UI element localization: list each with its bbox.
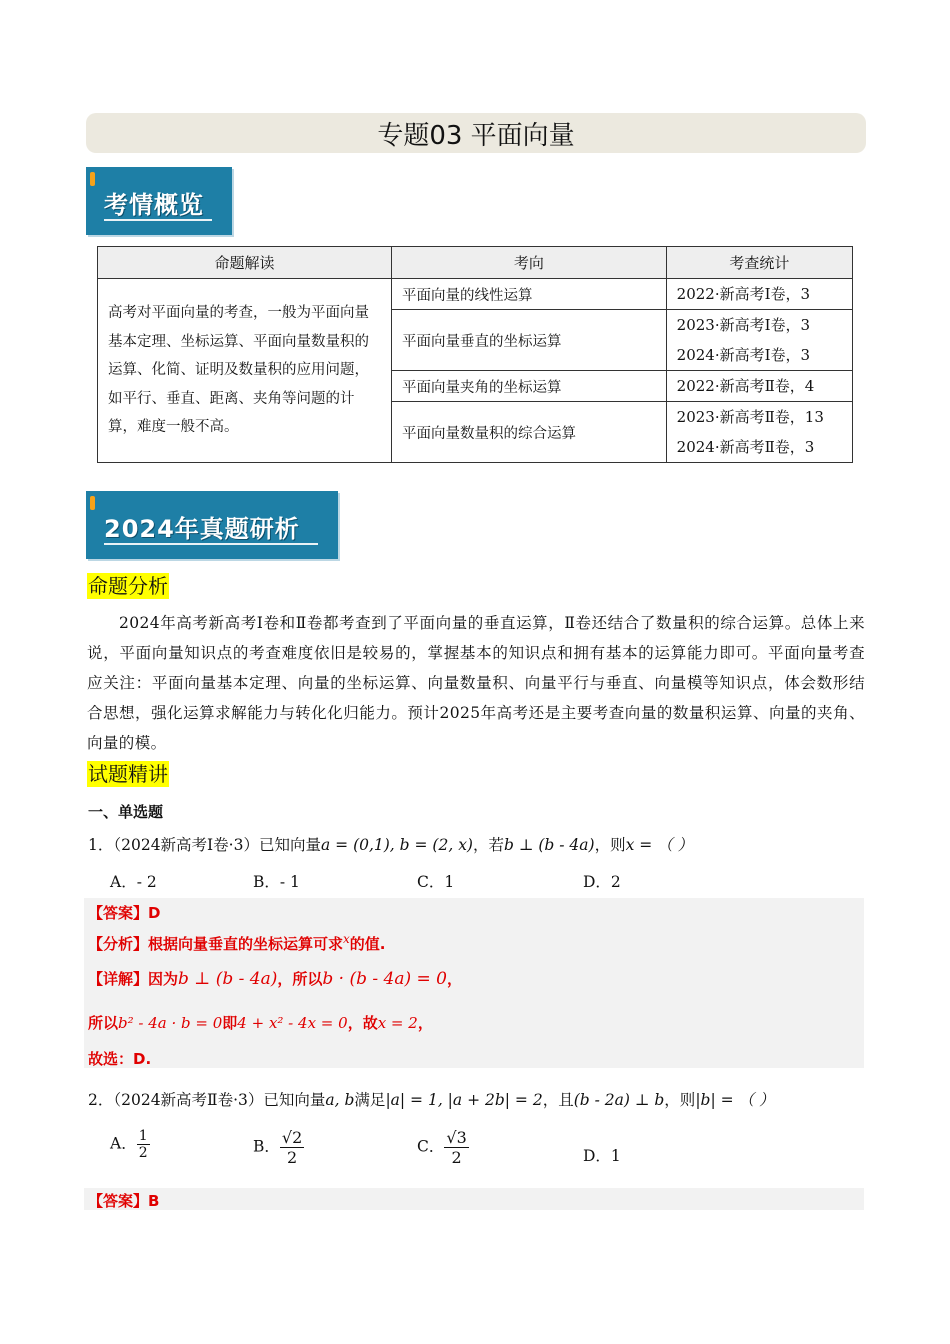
- banner-underline: [104, 543, 318, 545]
- option-d: D．1: [583, 1147, 621, 1165]
- fraction: [137, 1128, 150, 1161]
- question-text: ，则: [594, 836, 626, 854]
- direction-cell: 平面向量夹角的坐标运算: [392, 371, 667, 402]
- so-math: x = 2: [377, 1014, 418, 1032]
- page-title: 专题03 平面向量: [86, 113, 866, 153]
- overview-table: [97, 246, 853, 463]
- denominator: 2: [451, 1148, 462, 1167]
- numerator: √3: [446, 1128, 467, 1147]
- detail-math: b · (b - 4a) = 0: [322, 969, 447, 989]
- answer-box-2: [84, 1188, 864, 1210]
- so-text: ，故: [347, 1014, 378, 1032]
- question-text: ，若: [472, 836, 504, 854]
- option-a: [110, 1128, 150, 1161]
- table-header: 考查统计: [666, 247, 852, 279]
- stat-cell: 2024·新高考Ⅰ卷，3: [666, 340, 852, 371]
- question-text: ，则: [664, 1091, 696, 1109]
- question-text: 满足: [354, 1091, 386, 1109]
- option-d: D．2: [583, 873, 621, 891]
- fraction: [444, 1128, 468, 1167]
- denominator: 2: [138, 1145, 148, 1161]
- analysis-heading: 命题分析: [88, 574, 168, 598]
- detail-text: ，: [446, 970, 462, 988]
- fraction: [280, 1128, 304, 1167]
- section-heading: 一、单选题: [88, 803, 164, 821]
- stat-cell: 2024·新高考Ⅱ卷，3: [666, 432, 852, 463]
- question-text: ，且: [542, 1091, 574, 1109]
- answer-box-1: [84, 898, 864, 1068]
- analysis-text: 【分析】根据向量垂直的坐标运算可求: [88, 935, 344, 953]
- so-text: ，: [417, 1014, 433, 1032]
- option-label: A．: [110, 1134, 137, 1153]
- analysis-math: x: [343, 932, 350, 946]
- table-header-row: [98, 247, 853, 279]
- answer-line: 【答案】D: [88, 904, 161, 922]
- lecture-heading: 试题精讲: [88, 762, 168, 786]
- detail-math: b ⊥ (b - 4a): [178, 969, 278, 989]
- question-prefix: 2．（2024新高考Ⅱ卷·3）已知向量: [88, 1091, 326, 1109]
- question-math: |b| = （ ）: [695, 1091, 775, 1109]
- option-label: B．: [253, 1137, 280, 1156]
- detail-text: 【详解】因为: [88, 970, 179, 988]
- question-math: (b - 2a) ⊥ b: [573, 1091, 665, 1109]
- detail-text: ，所以: [277, 970, 323, 988]
- detail-line: [88, 968, 462, 989]
- direction-cell: 平面向量的线性运算: [392, 279, 667, 310]
- banner-label: 考情概览: [104, 191, 204, 219]
- so-line: [88, 1012, 433, 1033]
- banner-underline: [104, 219, 212, 221]
- question-math: |a| = 1, |a + 2b| = 2: [385, 1091, 543, 1109]
- analysis-text: 的值.: [349, 935, 386, 953]
- interpretation-cell: 高考对平面向量的考查，一般为平面向量基本定理、坐标运算、平面向量数量积的运算、化简、证明及数量积的应用问题，如平行、垂直、距离、夹角等问题的计算，难度一般不高。: [98, 279, 392, 463]
- question-math: a = (0,1), b = (2, x): [320, 836, 473, 854]
- choose-line: 故选：D.: [88, 1050, 152, 1068]
- direction-cell: 平面向量数量积的综合运算: [392, 402, 667, 463]
- question-2: [88, 1088, 774, 1110]
- numerator: √2: [281, 1128, 303, 1147]
- banner-tab-icon: [90, 172, 95, 186]
- section-banner-overview: [86, 167, 232, 235]
- option-label: C．: [417, 1137, 445, 1156]
- option-c: [417, 1128, 469, 1167]
- option-a: A．- 2: [110, 873, 157, 891]
- stat-cell: 2022·新高考Ⅱ卷，4: [666, 371, 852, 402]
- stat-cell: 2023·新高考Ⅰ卷，3: [666, 310, 852, 341]
- table-row: [98, 279, 853, 310]
- direction-cell: 平面向量垂直的坐标运算: [392, 310, 667, 371]
- question-prefix: 1．（2024新高考Ⅰ卷·3）已知向量: [88, 836, 321, 854]
- analysis-paragraph: 2024年高考新高考Ⅰ卷和Ⅱ卷都考查到了平面向量的垂直运算，Ⅱ卷还结合了数量积的综合运算。总体上来说，平面向量知识点的考查难度依旧是较易的，掌握基本的知识点和拥有基本的运算能力即可。平面向量考查应关注：平面向量基本定理、向量的坐标运算、向量数量积、向量平行与垂直、向量模等知识点，体会数形结合思想，强化运算求解能力与转化化归能力。预计2025年高考还是主要考查向量的数量积运算、向量的夹角、向量的模。: [87, 614, 865, 752]
- stat-cell: 2022·新高考Ⅰ卷，3: [666, 279, 852, 310]
- numerator: 1: [138, 1128, 148, 1144]
- so-text: 所以: [88, 1014, 119, 1032]
- table-header: 命题解读: [98, 247, 392, 279]
- question-math: a, b: [325, 1091, 355, 1109]
- section-banner-2024: [86, 491, 338, 559]
- answer-line: 【答案】B: [88, 1192, 160, 1210]
- banner-label: 2024年真题研析: [104, 515, 300, 543]
- question-math: x = （ ）: [625, 836, 694, 854]
- so-math: 4 + x² - 4x = 0: [237, 1014, 348, 1032]
- question-1: [88, 833, 693, 855]
- option-b: [253, 1128, 304, 1167]
- banner-tab-icon: [90, 496, 95, 510]
- stat-cell: 2023·新高考Ⅱ卷，13: [666, 402, 852, 433]
- analysis-line: [88, 932, 386, 954]
- denominator: 2: [286, 1148, 298, 1167]
- question-math: b ⊥ (b - 4a): [504, 836, 595, 854]
- so-text: 即: [222, 1014, 238, 1032]
- so-math: b² - 4a · b = 0: [118, 1014, 223, 1032]
- option-c: C．1: [417, 873, 455, 891]
- option-b: B．- 1: [253, 873, 300, 891]
- table-header: 考向: [392, 247, 667, 279]
